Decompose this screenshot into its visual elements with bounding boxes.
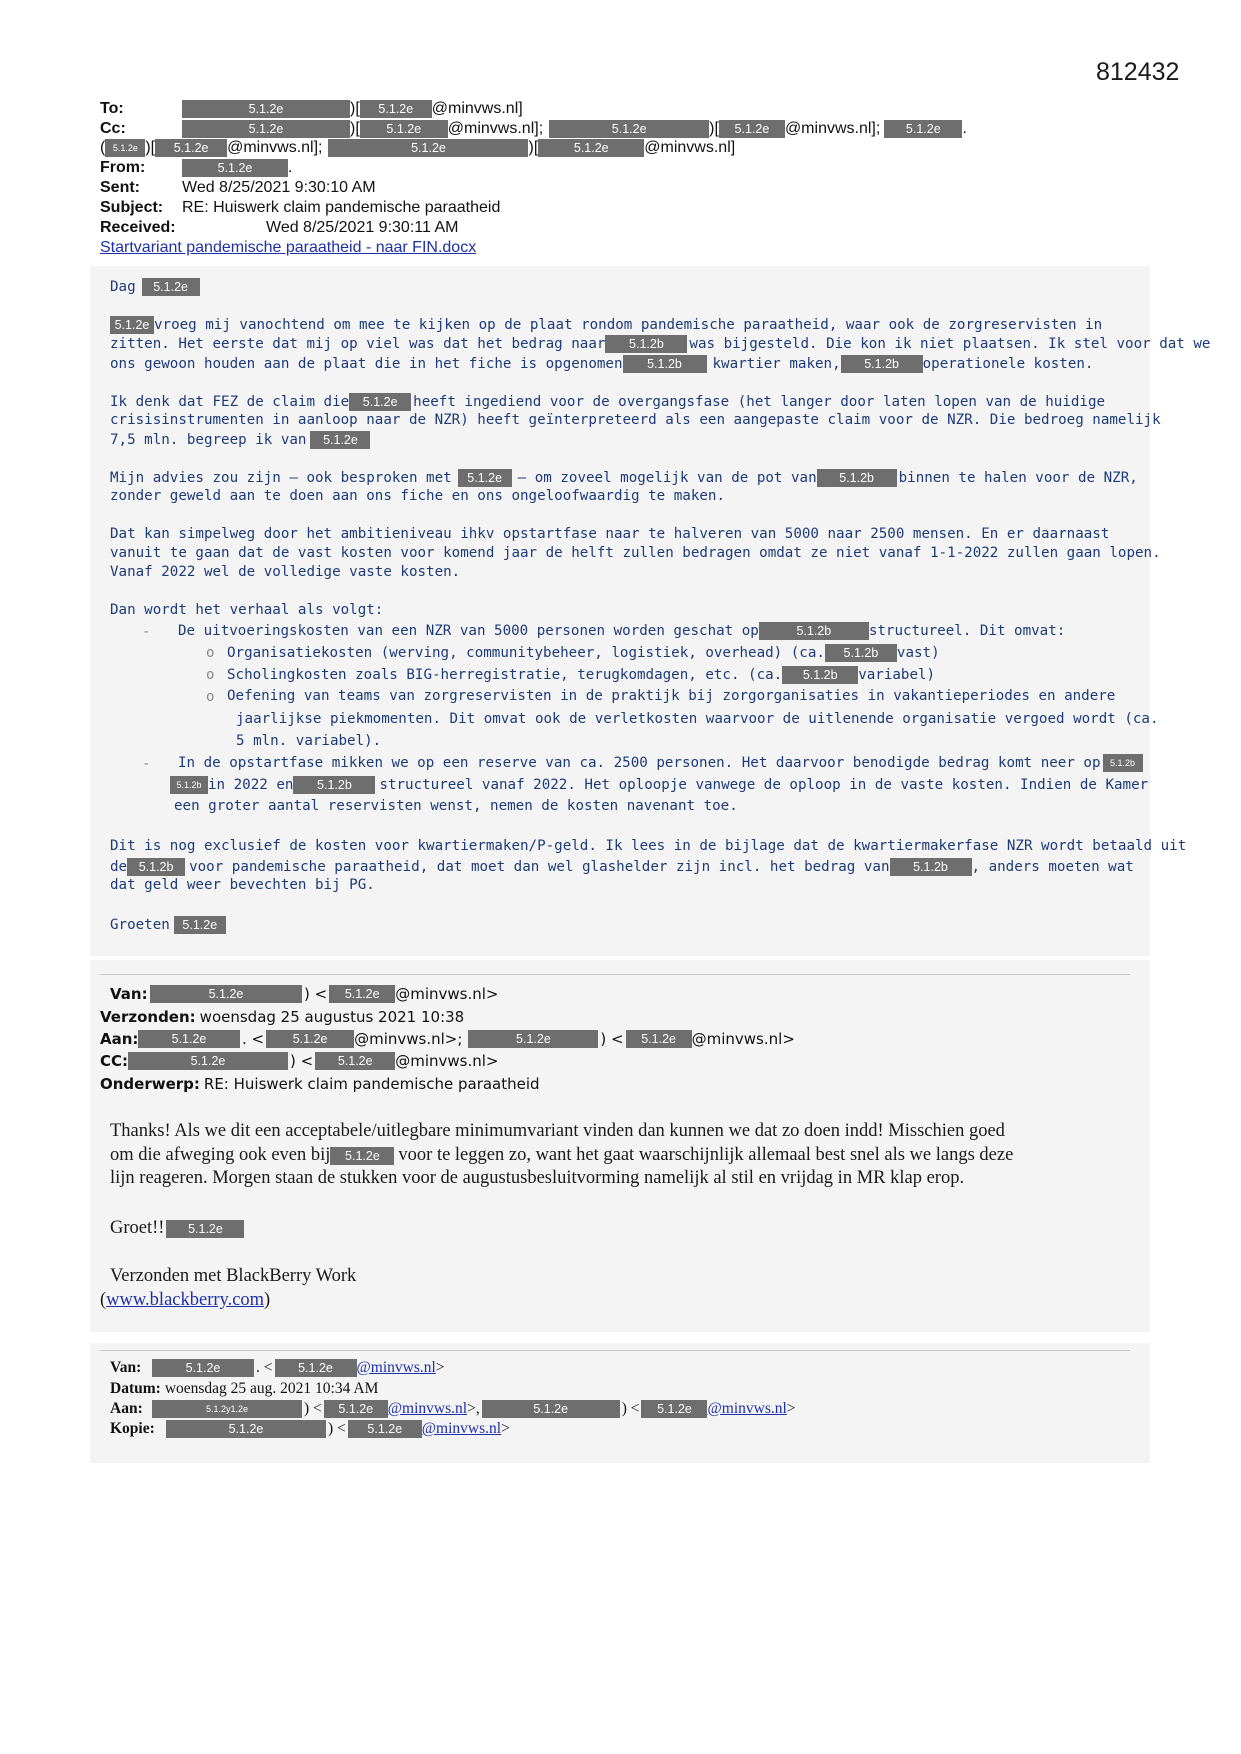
redaction: 5.1.2b (817, 469, 897, 487)
received-value: Wed 8/25/2021 9:30:11 AM (266, 219, 459, 236)
redaction: 5.1.2b (293, 776, 375, 794)
redaction: 5.1.2e (110, 316, 154, 334)
redaction: 5.1.2e (719, 120, 785, 138)
redaction: 5.1.2e (315, 1052, 395, 1070)
redaction: 5.1.2e (360, 100, 432, 118)
redaction: 5.1.2e (174, 916, 226, 934)
redaction: 5.1.2e (330, 1147, 394, 1165)
redaction: 5.1.2e (458, 469, 512, 487)
redaction: 5.1.2e (328, 139, 528, 157)
redaction: 5.1.2e (549, 120, 709, 138)
divider (100, 974, 1130, 975)
redaction: 5.1.2b (890, 858, 972, 876)
redaction: 5.1.2e (482, 1400, 620, 1418)
redaction: 5.1.2e (324, 1400, 388, 1418)
document-number: 812432 (1096, 58, 1180, 86)
redaction: 5.1.2b (127, 858, 185, 876)
redaction: 5.1.2e (128, 1052, 288, 1070)
redaction: 5.1.2e (138, 1030, 240, 1048)
redaction: 5.1.2e (310, 431, 370, 449)
redaction: 5.1.2b (605, 335, 687, 353)
redaction: 5.1.2e (538, 139, 644, 157)
redaction: 5.1.2e (105, 139, 145, 157)
redaction: 5.1.2e (166, 1420, 326, 1438)
groet: Groet!! (110, 1218, 165, 1238)
redaction: 5.1.2e (275, 1359, 357, 1377)
bullet-circle: o (206, 689, 215, 705)
bullet-circle: o (206, 645, 215, 661)
redaction: 5.1.2e (641, 1400, 707, 1418)
signature: Verzonden met BlackBerry Work (110, 1266, 357, 1286)
redaction: 5.1.2e (155, 139, 227, 157)
redaction: 5.1.2e (182, 100, 350, 118)
redaction: 5.1.2e (360, 120, 448, 138)
redaction: 5.1.2e (349, 393, 411, 411)
redaction: 5.1.2e (182, 159, 288, 177)
redaction: 5.1.2e (152, 1359, 254, 1377)
redaction: 5.1.2b (782, 666, 858, 684)
redaction: 5.1.2e (626, 1030, 692, 1048)
redaction: 5.1.2y1.2e (152, 1400, 302, 1418)
from-label: From: (100, 159, 146, 176)
cc-label: Cc: (100, 120, 126, 137)
redaction: 5.1.2b (759, 622, 869, 640)
divider (100, 1350, 1130, 1351)
redaction: 5.1.2b (825, 644, 897, 662)
redaction: 5.1.2e (348, 1420, 422, 1438)
received-label: Received: (100, 219, 176, 236)
greeting: Dag (110, 279, 136, 295)
to-label: To: (100, 100, 124, 117)
redaction: 5.1.2b (841, 355, 923, 373)
redaction: 5.1.2e (329, 985, 395, 1003)
sent-label: Sent: (100, 179, 140, 196)
bullet-dash: - (142, 756, 151, 772)
redaction: 5.1.2e (884, 120, 962, 138)
redaction: 5.1.2e (468, 1030, 598, 1048)
bullet-dash: - (142, 624, 151, 640)
redaction: 5.1.2b (623, 355, 707, 373)
redaction: 5.1.2b (1103, 754, 1143, 772)
attachment-link[interactable]: Startvariant pandemische paraatheid - naar FIN.docx (100, 239, 477, 256)
blackberry-link[interactable]: www.blackberry.com (106, 1290, 265, 1310)
redaction: 5.1.2e (182, 120, 350, 138)
redaction: 5.1.2b (170, 776, 208, 794)
sent-value: Wed 8/25/2021 9:30:10 AM (182, 179, 376, 196)
redaction: 5.1.2e (150, 985, 302, 1003)
subject-value: RE: Huiswerk claim pandemische paraatheid (182, 199, 501, 216)
bullet-circle: o (206, 667, 215, 683)
redaction: 5.1.2e (166, 1220, 244, 1238)
closing: Groeten (110, 917, 170, 933)
redaction: 5.1.2e (266, 1030, 354, 1048)
redaction: 5.1.2e (142, 278, 200, 296)
subject-label: Subject: (100, 199, 164, 216)
